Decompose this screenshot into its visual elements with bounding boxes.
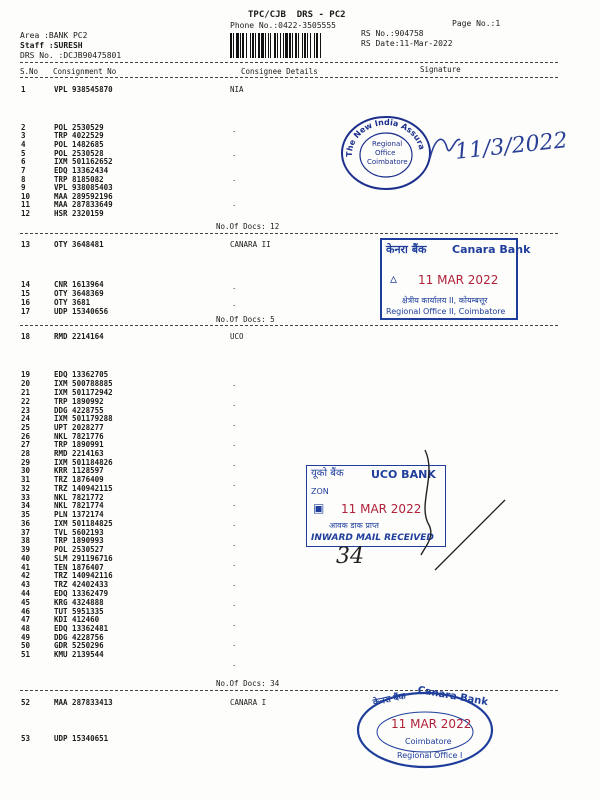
- row-consignment: TEN 1876407: [54, 563, 104, 572]
- canara2-title: Canara Bank: [452, 243, 531, 256]
- consignee-dot-marker: .: [232, 580, 237, 588]
- barcode-bar: [268, 33, 269, 58]
- row-consignment: NKL 7821772: [54, 493, 104, 502]
- row-consignment: GDR 5250296: [54, 641, 104, 650]
- row-sno: 36: [21, 519, 31, 528]
- row-sno: 14: [21, 280, 31, 289]
- row-sno: 43: [21, 580, 31, 589]
- row-consignment: IXM 500788885: [54, 379, 113, 388]
- nia-stamp-line3: Office: [375, 149, 396, 157]
- row-sno: 27: [21, 440, 31, 449]
- consignee-dot-marker: .: [232, 520, 237, 528]
- barcode-bar: [289, 33, 291, 58]
- row-consignee: NIA: [230, 85, 244, 94]
- row-sno: 51: [21, 650, 31, 659]
- row-sno: 50: [21, 641, 31, 650]
- uco-title: UCO BANK: [371, 468, 436, 481]
- row-consignment: MAA 287833649: [54, 200, 113, 209]
- row-consignment: DDG 4228756: [54, 633, 104, 642]
- barcode-bar: [261, 33, 264, 58]
- barcode: [230, 33, 350, 58]
- row-consignment: TUT 5951335: [54, 607, 104, 616]
- barcode-bar: [310, 33, 311, 58]
- row-consignment: UDP 15340656: [54, 307, 109, 316]
- row-sno: 52: [21, 698, 31, 707]
- uco-footer: INWARD MAIL RECEIVED: [311, 533, 434, 543]
- barcode-bar: [258, 33, 260, 58]
- row-sno: 48: [21, 624, 31, 633]
- row-consignment: HSR 2320159: [54, 209, 104, 218]
- barcode-bar: [255, 33, 256, 58]
- consignee-dot-marker: .: [232, 126, 237, 134]
- barcode-bar: [233, 33, 234, 58]
- row-consignment: EDQ 13362479: [54, 589, 109, 598]
- row-consignment: UPT 2028277: [54, 423, 104, 432]
- row-sno: 2: [21, 123, 26, 132]
- consignee-dot-marker: .: [232, 200, 237, 208]
- table-row: [0, 651, 600, 660]
- row-sno: 32: [21, 484, 31, 493]
- row-sno: 17: [21, 307, 31, 316]
- row-consignment: IXM 501184826: [54, 458, 113, 467]
- row-consignment: MAA 289592196: [54, 192, 113, 201]
- docs-count: No.Of Docs: 12: [216, 222, 280, 231]
- consignee-dot-marker: .: [232, 600, 237, 608]
- consignee-dot-marker: .: [232, 620, 237, 628]
- canara1-date: 11 MAR 2022: [391, 717, 472, 731]
- barcode-bar: [295, 33, 297, 58]
- row-sno: 9: [21, 183, 26, 192]
- row-sno: 21: [21, 388, 31, 397]
- group-head-row: [0, 735, 600, 744]
- table-row: [0, 210, 600, 219]
- group-head-row: [0, 86, 600, 95]
- row-sno: 49: [21, 633, 31, 642]
- consignee-dot-marker: .: [232, 283, 237, 291]
- row-consignee: CANARA II: [230, 240, 271, 249]
- row-sno: 28: [21, 449, 31, 458]
- row-consignment: TRP 8185082: [54, 175, 104, 184]
- group-head-row: [0, 699, 600, 708]
- row-consignment: EDQ 13362705: [54, 370, 109, 379]
- barcode-bar: [252, 33, 254, 58]
- row-sno: 4: [21, 140, 26, 149]
- drs-number: DRS No. :DCJB90475801: [20, 51, 122, 60]
- nia-stamp: [338, 113, 434, 191]
- phone-number: Phone No.:0422-3505555: [230, 21, 336, 30]
- nia-signature-scribble: [425, 128, 465, 168]
- row-consignment: TRP 1890993: [54, 536, 104, 545]
- page-number: Page No.:1: [452, 19, 501, 28]
- row-consignment: SLM 291196716: [54, 554, 113, 563]
- row-consignment: TRZ 140942116: [54, 571, 113, 580]
- barcode-bar: [304, 33, 306, 58]
- row-consignment: POL 1482685: [54, 140, 104, 149]
- col-signature: Signature: [420, 65, 461, 74]
- barcode-bar: [242, 33, 244, 58]
- docs-count: No.Of Docs: 34: [216, 679, 280, 688]
- col-consignee: Consignee Details: [241, 67, 318, 76]
- staff-label: Staff :SURESH: [20, 41, 83, 50]
- row-consignment: POL 2530528: [54, 149, 104, 158]
- canara2-date: 11 MAR 2022: [418, 273, 499, 287]
- row-sno: 10: [21, 192, 31, 201]
- row-sno: 5: [21, 149, 26, 158]
- row-consignment: TRP 1890992: [54, 397, 104, 406]
- row-consignment: OTY 3648481: [54, 240, 104, 249]
- barcode-bar: [307, 33, 308, 58]
- canara1-line: Regional Office I: [397, 751, 463, 760]
- row-consignment: IXM 501184825: [54, 519, 113, 528]
- row-consignment: NKL 7821774: [54, 501, 104, 510]
- consignee-dot-marker: .: [232, 460, 237, 468]
- barcode-bar: [302, 33, 303, 58]
- row-consignment: IXM 501172942: [54, 388, 113, 397]
- barcode-bar: [265, 33, 266, 58]
- row-consignment: EDQ 13362434: [54, 166, 109, 175]
- nia-stamp-line2: Regional: [372, 140, 403, 148]
- row-sno: 35: [21, 510, 31, 519]
- consignee-dot-marker: .: [232, 400, 237, 408]
- row-consignment: RMD 2214164: [54, 332, 104, 341]
- row-sno: 29: [21, 458, 31, 467]
- canara1-city: Coimbatore: [405, 737, 452, 746]
- row-sno: 13: [21, 240, 31, 249]
- row-sno: 19: [21, 370, 31, 379]
- row-consignment: KMU 2139544: [54, 650, 104, 659]
- drs-title: TPC/CJB DRS - PC2: [248, 10, 346, 20]
- row-consignment: KRG 4324888: [54, 598, 104, 607]
- consignee-dot-marker: .: [232, 150, 237, 158]
- row-consignment: VPL 938085403: [54, 183, 113, 192]
- row-consignment: KDI 412460: [54, 615, 100, 624]
- row-sno: 47: [21, 615, 31, 624]
- row-sno: 1: [21, 85, 26, 94]
- canara2-title-hindi: केनरा बैंक: [386, 243, 427, 256]
- consignee-dot-marker: .: [232, 440, 237, 448]
- row-sno: 44: [21, 589, 31, 598]
- uco-logo-icon: ▣: [313, 501, 325, 515]
- row-sno: 41: [21, 563, 31, 572]
- barcode-bar: [320, 33, 321, 58]
- row-consignment: IXM 501162652: [54, 157, 113, 166]
- row-sno: 24: [21, 414, 31, 423]
- row-sno: 33: [21, 493, 31, 502]
- group-head-row: [0, 333, 600, 342]
- barcode-bar: [283, 33, 284, 58]
- row-consignment: RMD 2214163: [54, 449, 104, 458]
- barcode-bar: [274, 33, 276, 58]
- row-consignment: DDG 4228755: [54, 406, 104, 415]
- nia-stamp-line4: Coimbatore: [367, 158, 408, 166]
- canara1-title: Canara Bank: [416, 684, 489, 709]
- barcode-bar: [314, 33, 315, 58]
- row-consignment: IXM 501179288: [54, 414, 113, 423]
- row-consignment: TVL 5602193: [54, 528, 104, 537]
- row-sno: 12: [21, 209, 31, 218]
- row-sno: 46: [21, 607, 31, 616]
- row-consignment: POL 2530527: [54, 545, 104, 554]
- row-sno: 8: [21, 175, 26, 184]
- row-sno: 7: [21, 166, 26, 175]
- row-sno: 6: [21, 157, 26, 166]
- col-consignment: Consignment No: [53, 67, 117, 76]
- row-sno: 18: [21, 332, 31, 341]
- row-sno: 26: [21, 432, 31, 441]
- row-sno: 45: [21, 598, 31, 607]
- row-consignment: NKL 7821776: [54, 432, 104, 441]
- row-consignment: POL 2530529: [54, 123, 104, 132]
- group-divider: [20, 325, 558, 326]
- row-sno: 3: [21, 131, 26, 140]
- canara2-line-hindi: क्षेत्रीय कार्यालय II, कोयम्बत्तूर: [402, 296, 488, 305]
- row-sno: 42: [21, 571, 31, 580]
- consignee-dot-marker: .: [232, 380, 237, 388]
- canara2-line: Regional Office II, Coimbatore: [386, 307, 506, 316]
- row-consignment: PLN 1372174: [54, 510, 104, 519]
- header-rule-bottom: [20, 77, 558, 78]
- row-sno: 16: [21, 298, 31, 307]
- row-consignment: OTY 3681: [54, 298, 91, 307]
- row-sno: 37: [21, 528, 31, 537]
- consignee-dot-marker: .: [232, 300, 237, 308]
- row-consignment: EDQ 13362481: [54, 624, 109, 633]
- header-rule-top: [20, 62, 558, 63]
- barcode-bar: [292, 33, 293, 58]
- consignee-dot-marker: .: [232, 540, 237, 548]
- consignee-dot-marker: .: [232, 500, 237, 508]
- barcode-bar: [285, 33, 288, 58]
- row-sno: 39: [21, 545, 31, 554]
- docs-count: No.Of Docs: 5: [216, 315, 275, 324]
- group-divider: [20, 233, 558, 234]
- barcode-bar: [316, 33, 318, 58]
- row-consignment: MAA 287833413: [54, 698, 113, 707]
- barcode-bar: [246, 33, 247, 58]
- row-sno: 25: [21, 423, 31, 432]
- barcode-bar: [230, 33, 232, 58]
- row-sno: 11: [21, 200, 31, 209]
- row-consignment: VPL 938545870: [54, 85, 113, 94]
- canara1-title-hindi: केनरा बैंक: [372, 691, 407, 709]
- canara2-logo-icon: ▵: [390, 271, 398, 287]
- uco-line1: ZON: [311, 487, 329, 496]
- consignee-dot-marker: .: [232, 640, 237, 648]
- row-sno: 23: [21, 406, 31, 415]
- consignee-dot-marker: .: [232, 175, 237, 183]
- barcode-bar: [236, 33, 239, 58]
- row-consignment: UDP 15340651: [54, 734, 109, 743]
- canara1-stamp: [355, 684, 495, 770]
- row-sno: 53: [21, 734, 31, 743]
- row-consignment: TRP 4022529: [54, 131, 104, 140]
- row-sno: 40: [21, 554, 31, 563]
- row-consignee: UCO: [230, 332, 244, 341]
- row-sno: 31: [21, 475, 31, 484]
- row-consignment: TRP 1890991: [54, 440, 104, 449]
- row-sno: 38: [21, 536, 31, 545]
- consignee-dot-marker: .: [232, 420, 237, 428]
- barcode-bar: [270, 33, 271, 58]
- row-consignment: OTY 3648369: [54, 289, 104, 298]
- area-label: Area :BANK PC2: [20, 31, 88, 40]
- row-consignment: KRR 1128597: [54, 466, 104, 475]
- row-sno: 15: [21, 289, 31, 298]
- row-sno: 22: [21, 397, 31, 406]
- barcode-bar: [280, 33, 281, 58]
- barcode-bar: [250, 33, 251, 58]
- nia-stamp-arc-text: The New India Assura: [344, 117, 427, 158]
- uco-date: 11 MAR 2022: [341, 502, 422, 516]
- uco-title-hindi: यूको बैंक: [311, 468, 344, 479]
- row-consignment: TRZ 140942115: [54, 484, 113, 493]
- row-consignee: CANARA I: [230, 698, 267, 707]
- barcode-bar: [277, 33, 278, 58]
- col-sno: S.No: [20, 67, 39, 76]
- nia-handwritten-date: 11/3/2022: [453, 128, 569, 165]
- row-sno: 20: [21, 379, 31, 388]
- row-consignment: TRZ 42402433: [54, 580, 109, 589]
- canara2-stamp: [380, 238, 531, 320]
- uco-signature-scribble: [395, 445, 525, 585]
- barcode-bar: [298, 33, 299, 58]
- uco-line-hindi: आवक डाक प्राप्त: [329, 521, 379, 530]
- barcode-bar: [240, 33, 241, 58]
- row-consignment: CNR 1613964: [54, 280, 104, 289]
- row-consignment: TRZ 1876409: [54, 475, 104, 484]
- row-sno: 34: [21, 501, 31, 510]
- consignee-dot-marker: .: [232, 660, 237, 668]
- consignee-dot-marker: .: [232, 480, 237, 488]
- rs-number: RS No.:904758: [361, 29, 424, 38]
- row-sno: 30: [21, 466, 31, 475]
- uco-handwritten-count: 34: [336, 544, 364, 569]
- consignee-dot-marker: .: [232, 560, 237, 568]
- rs-date: RS Date:11-Mar-2022: [361, 39, 453, 48]
